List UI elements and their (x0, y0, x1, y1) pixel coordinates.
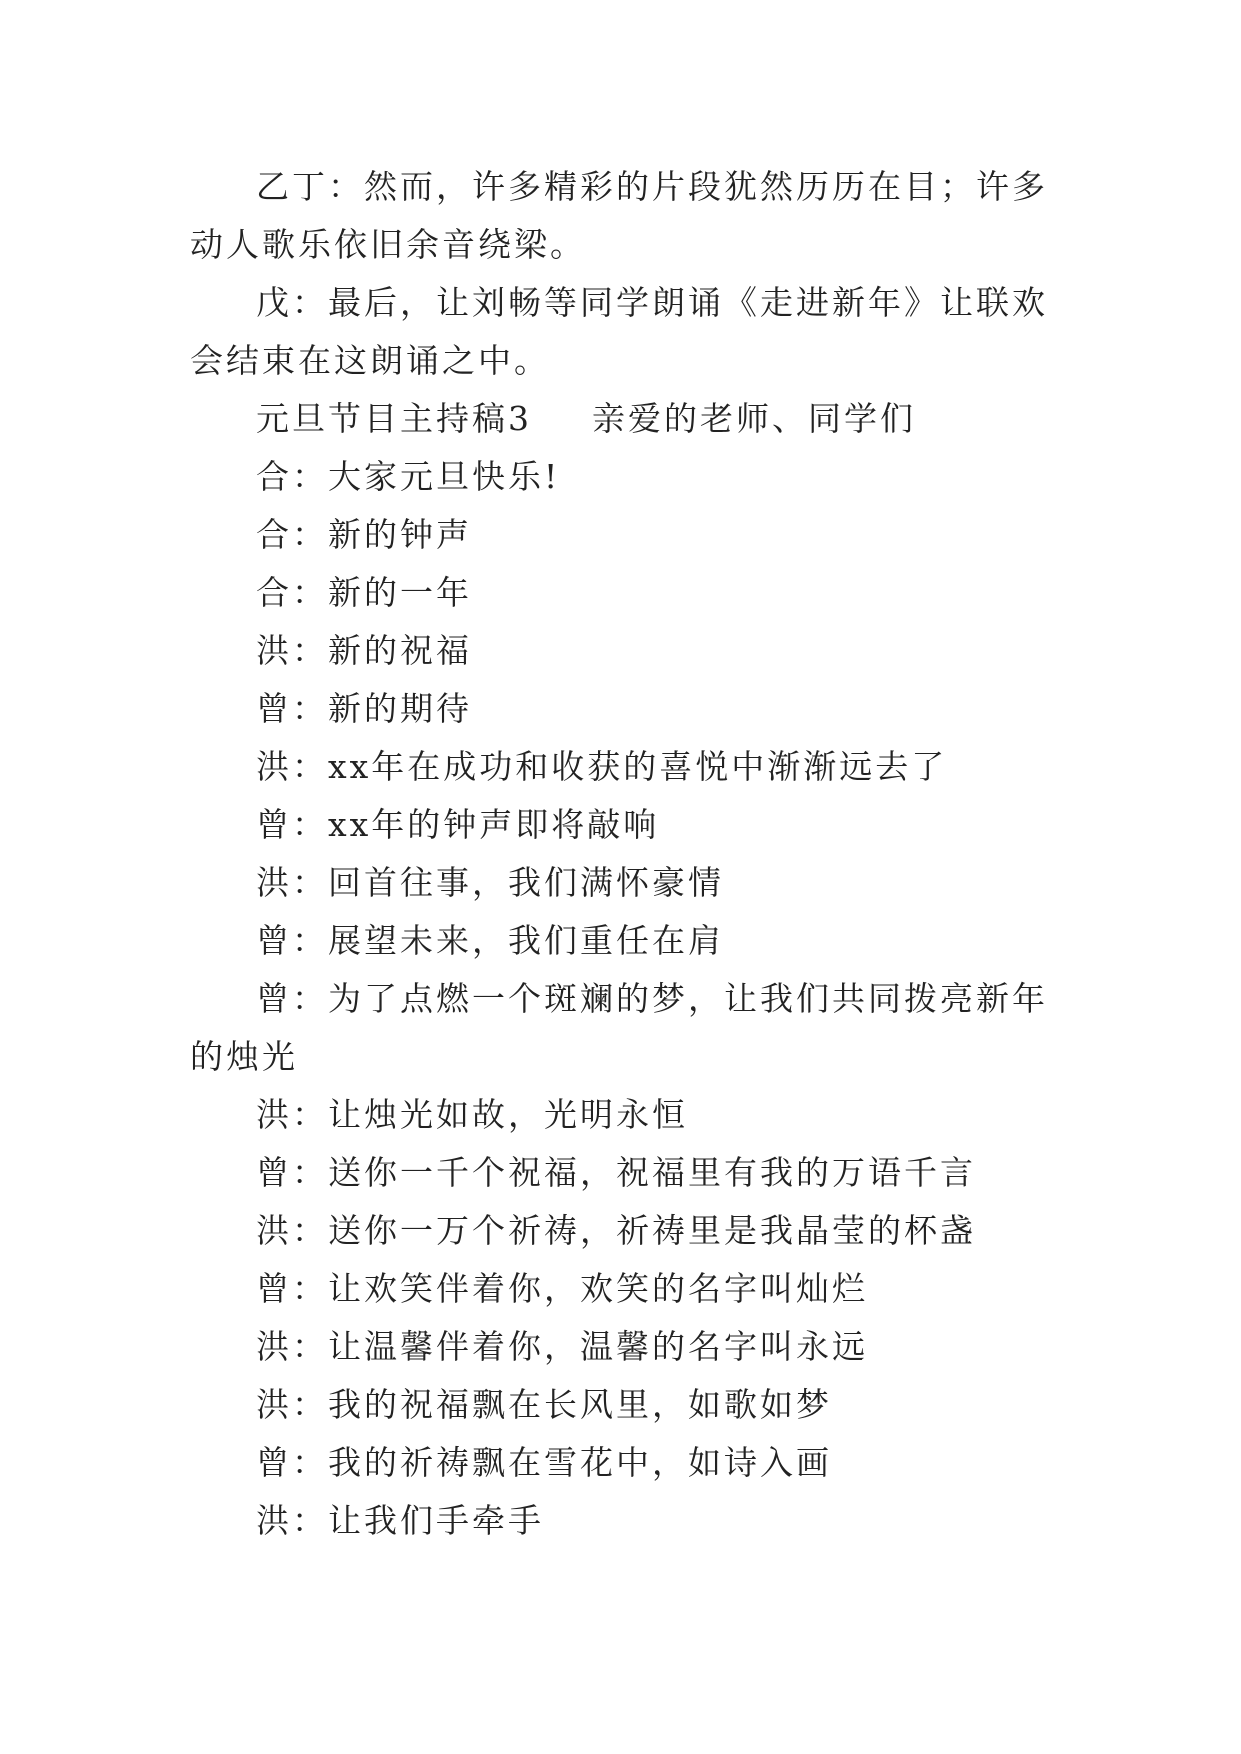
paragraph-8: 洪：xx年在成功和收获的喜悦中渐渐远去了 (256, 747, 948, 786)
paragraph-7: 曾：新的期待 (256, 689, 472, 728)
paragraph-5: 合：新的一年 (256, 573, 472, 612)
document-body (190, 158, 1050, 1550)
paragraph-9: 曾：xx年的钟声即将敲响 (256, 805, 660, 844)
paragraph-16: 曾：让欢笑伴着你，欢笑的名字叫灿烂 (256, 1269, 868, 1308)
paragraph-2: 戊：最后，让刘畅等同学朗诵《走进新年》让联欢会结束在这朗诵之中。 (190, 283, 1048, 380)
paragraph-19: 曾：我的祈祷飘在雪花中，如诗入画 (256, 1443, 832, 1482)
paragraph-6: 洪：新的祝福 (256, 631, 472, 670)
paragraph-12: 曾：为了点燃一个斑斓的梦，让我们共同拨亮新年的烛光 (190, 979, 1048, 1076)
paragraph-1: 乙丁：然而，许多精彩的片段犹然历历在目；许多动人歌乐依旧余音绕梁。 (190, 167, 1048, 264)
paragraph-15: 洪：送你一万个祈祷，祈祷里是我晶莹的杯盏 (256, 1211, 976, 1250)
paragraph-14: 曾：送你一千个祝福，祝福里有我的万语千言 (256, 1153, 976, 1192)
paragraph-18: 洪：我的祝福飘在长风里，如歌如梦 (256, 1385, 832, 1424)
paragraph-11: 曾：展望未来，我们重任在肩 (256, 921, 724, 960)
paragraph-13: 洪：让烛光如故，光明永恒 (256, 1095, 688, 1134)
section-heading (190, 390, 1050, 448)
paragraph-4: 合：新的钟声 (256, 515, 472, 554)
section-title: 元旦节目主持稿3 (256, 399, 532, 438)
paragraph-3: 合：大家元旦快乐! (256, 457, 561, 496)
paragraph-20: 洪：让我们手牵手 (256, 1501, 544, 1540)
section-title-tail: 亲爱的老师、同学们 (592, 399, 916, 438)
paragraph-17: 洪：让温馨伴着你，温馨的名字叫永远 (256, 1327, 868, 1366)
paragraph-10: 洪：回首往事，我们满怀豪情 (256, 863, 724, 902)
